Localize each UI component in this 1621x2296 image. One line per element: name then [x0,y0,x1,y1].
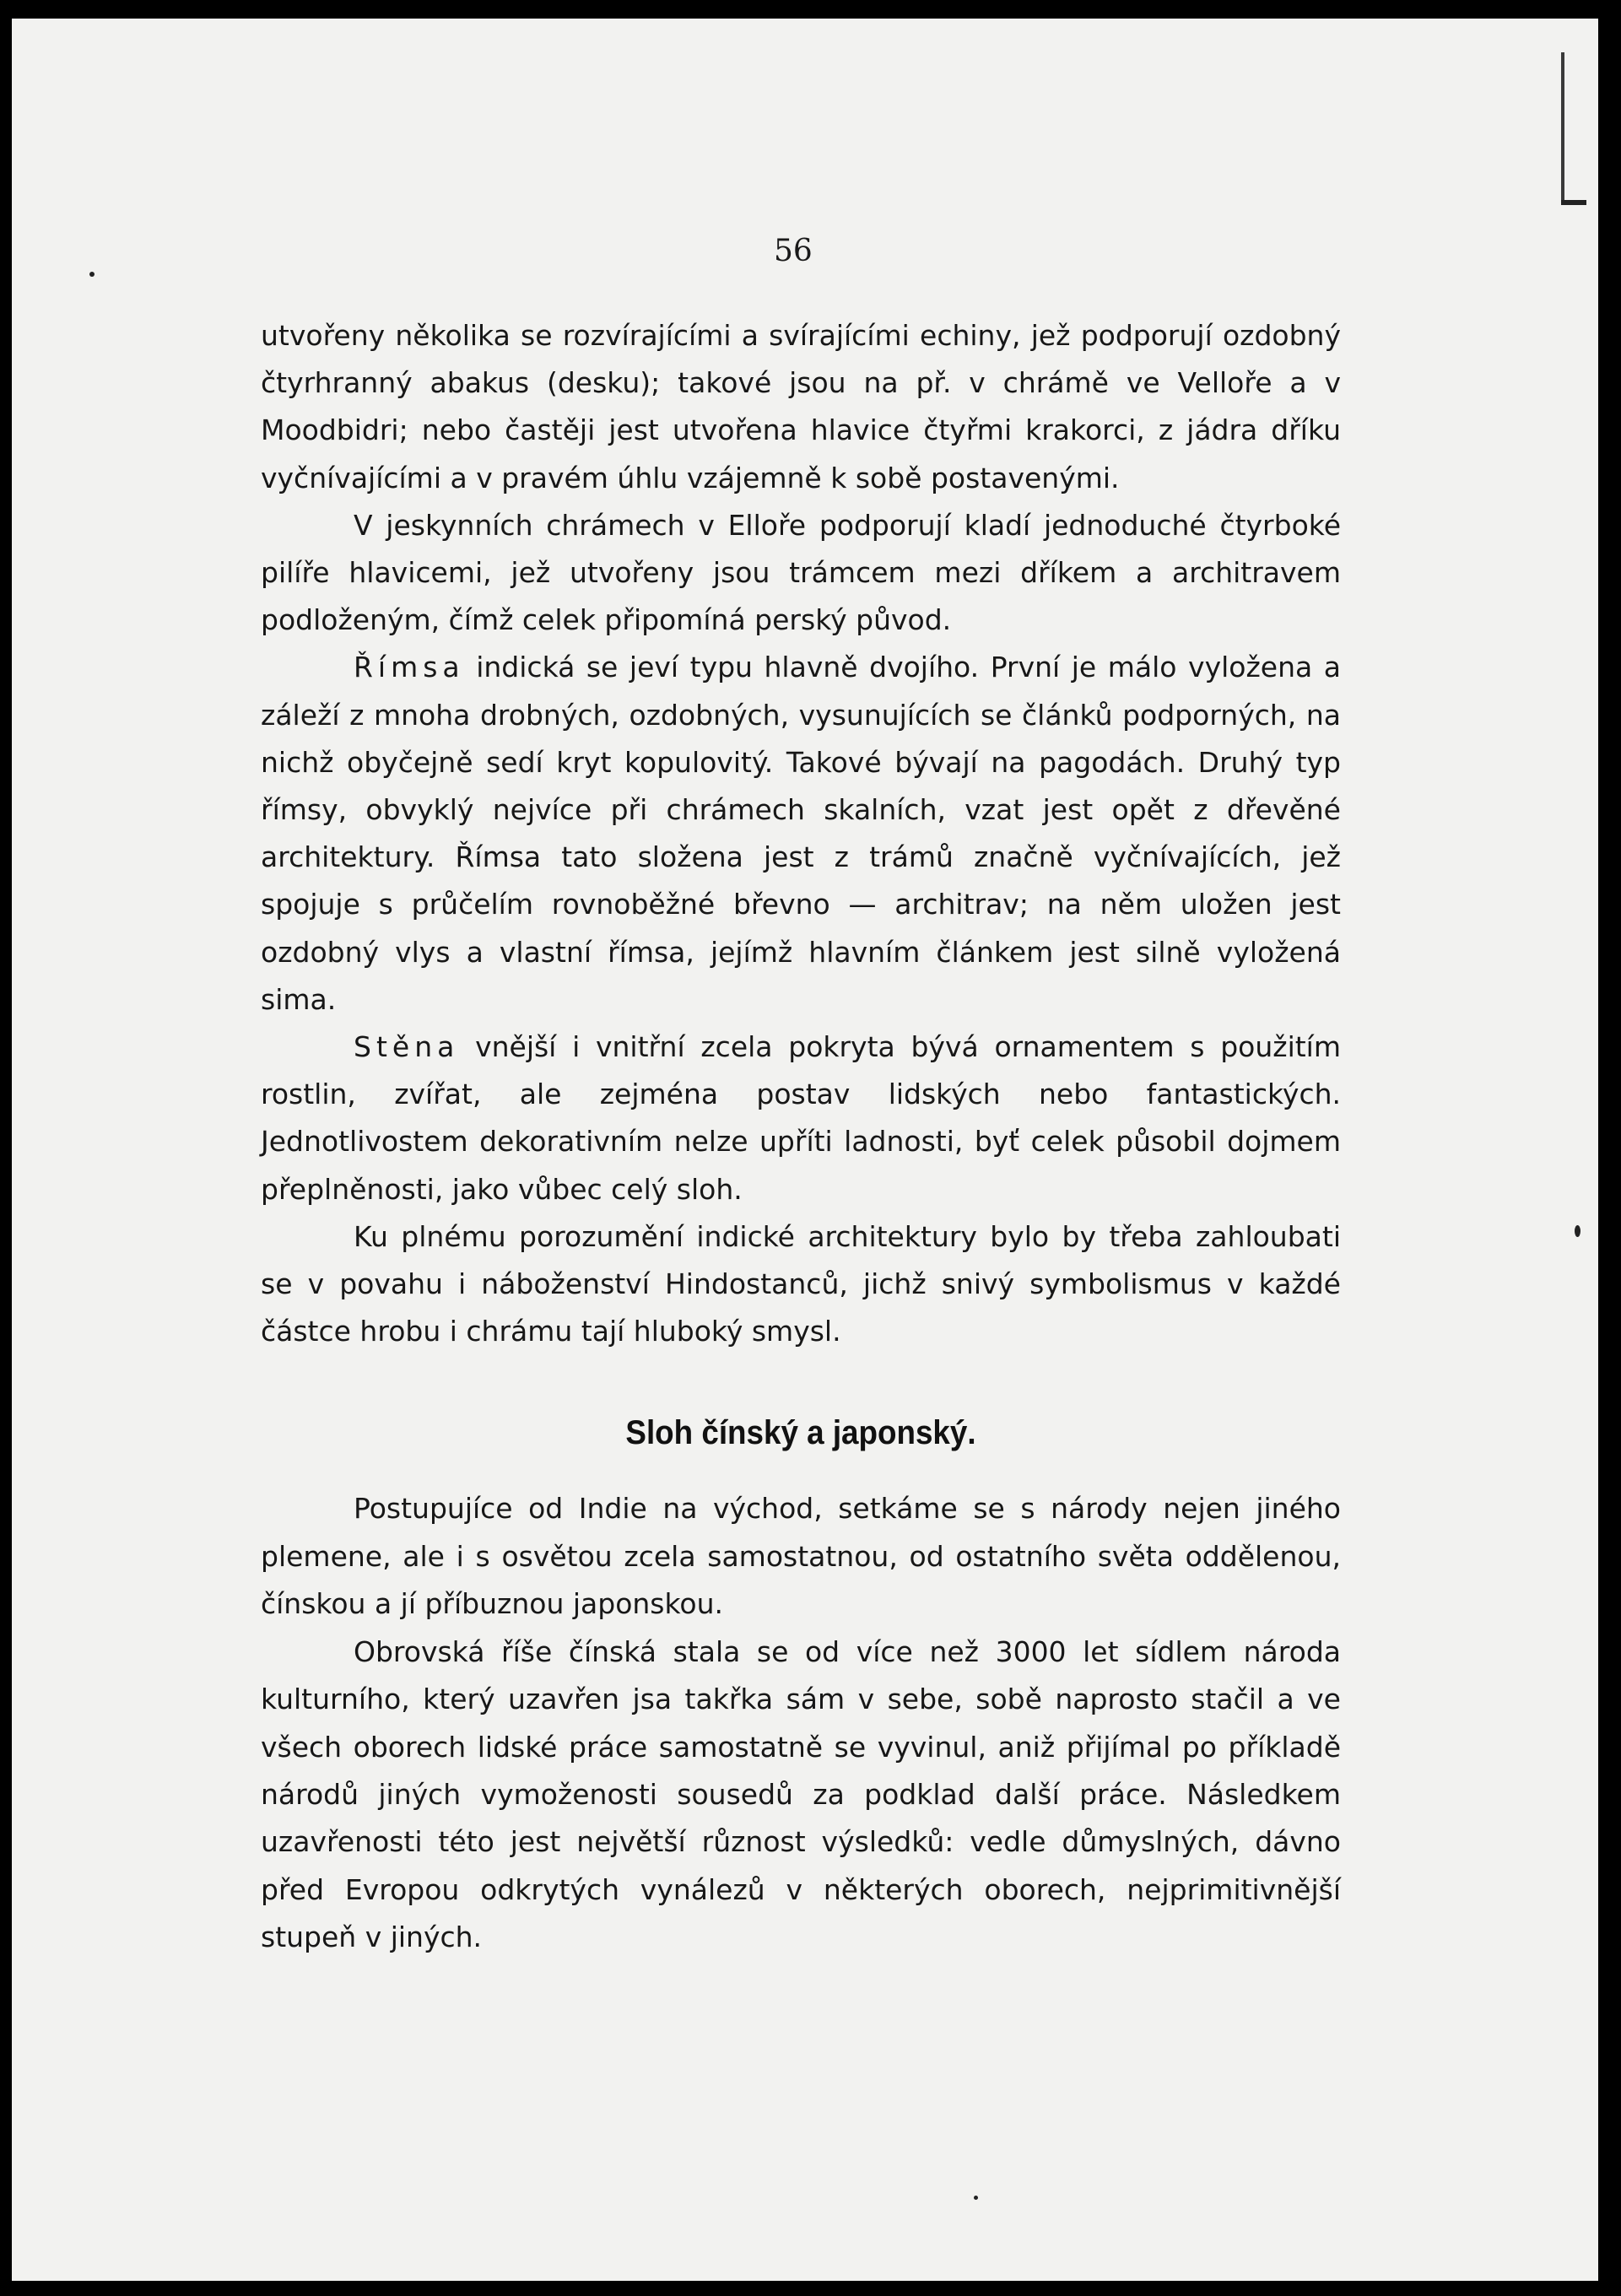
paragraph: utvořeny několika se rozvírajícími a svírajícími echiny, jež podporují ozdobný čtyrhranný abakus (desku); takové jsou na př. v chrámě ve Velloře a v Moodbidri; nebo častěji jest utvořena hlavice čtyřmi krakorci, z jádra dříku vyčnívajícími a v pravém úhlu vzájemně k sobě postavenými. [261,319,1341,494]
scan-speck [1575,1225,1580,1237]
main-text [261,312,1341,1962]
paragraph: V jeskynních chrámech v Elloře podporují kladí jednoduché čtyrboké pilíře hlavicemi, jež utvořeny jsou trámcem mezi dříkem a architravem podloženým, čímž celek připomíná perský původ. [261,508,1341,637]
paragraph: Postupujíce od Indie na východ, setkáme se s národy nejen jiného plemene, ale i s osvětou zcela samostatnou, od ostatního světa oddělenou, čínskou a jí příbuznou japonskou. [261,1492,1341,1621]
scanned-page [12,19,1598,2281]
paragraph-body: vnější i vnitřní zcela pokryta bývá ornamentem s použitím rostlin, zvířat, ale zejména postav lidských nebo fantastických. Jednotlivostem dekorativním nelze upříti ladnosti, byť celek působil dojmem přeplněnosti, jako vůbec celý sloh. [261,1030,1341,1206]
page-number: 56 [774,234,813,268]
section-body [261,1485,1341,1961]
spaced-term: Římsa [354,651,465,684]
paragraph [261,644,1341,1024]
binding-edge-tick [1561,200,1586,205]
paragraph: Obrovská říše čínská stala se od více než 3000 let sídlem národa kulturního, který uzavřen jsa takřka sám v sebe, sobě naprosto stačil a ve všech oborech lidské práce samostatně se vyvinul, aniž přijímal po příkladě národů jiných vymoženosti sousedů za podklad další práce. Následkem uzavřenosti této jest největší různost výsledků: vedle důmyslných, dávno před Evropou odkrytých vynálezů v některých oborech, nejprimitivnější stupeň v jiných. [261,1634,1341,1954]
paragraph-body: indická se jeví typu hlavně dvojího. První je málo vyložena a záleží z mnoha drobných, ozdobných, vysunujících se článků podporných, na nichž obyčejně sedí kryt kopulovitý. Takové bývají na pagodách. Druhý typ římsy, obvyklý nejvíce při chrámech skalních, vzat jest opět z dřevěné architektury. Římsa tato složena jest z trámů značně vyčnívajících, jež spojuje s průčelím rovnoběžné břevno — architrav; na něm uložen jest ozdobný vlys a vlastní římsa, jejímž hlavním článkem jest silně vyložená sima. [261,651,1341,1016]
section-heading: Sloh čínský a japonský. [625,1414,976,1452]
scan-speck [89,272,95,277]
paragraph [261,1024,1341,1213]
binding-edge-mark [1561,52,1564,204]
spaced-term: Stěna [354,1030,460,1064]
scan-speck [974,2196,978,2200]
paragraph: Ku plnému porozumění indické architektury bylo by třeba zahloubati se v povahu i náboženství Hindostanců, jichž snivý symbolismus v každé částce hrobu i chrámu tají hluboký smysl. [261,1219,1341,1348]
